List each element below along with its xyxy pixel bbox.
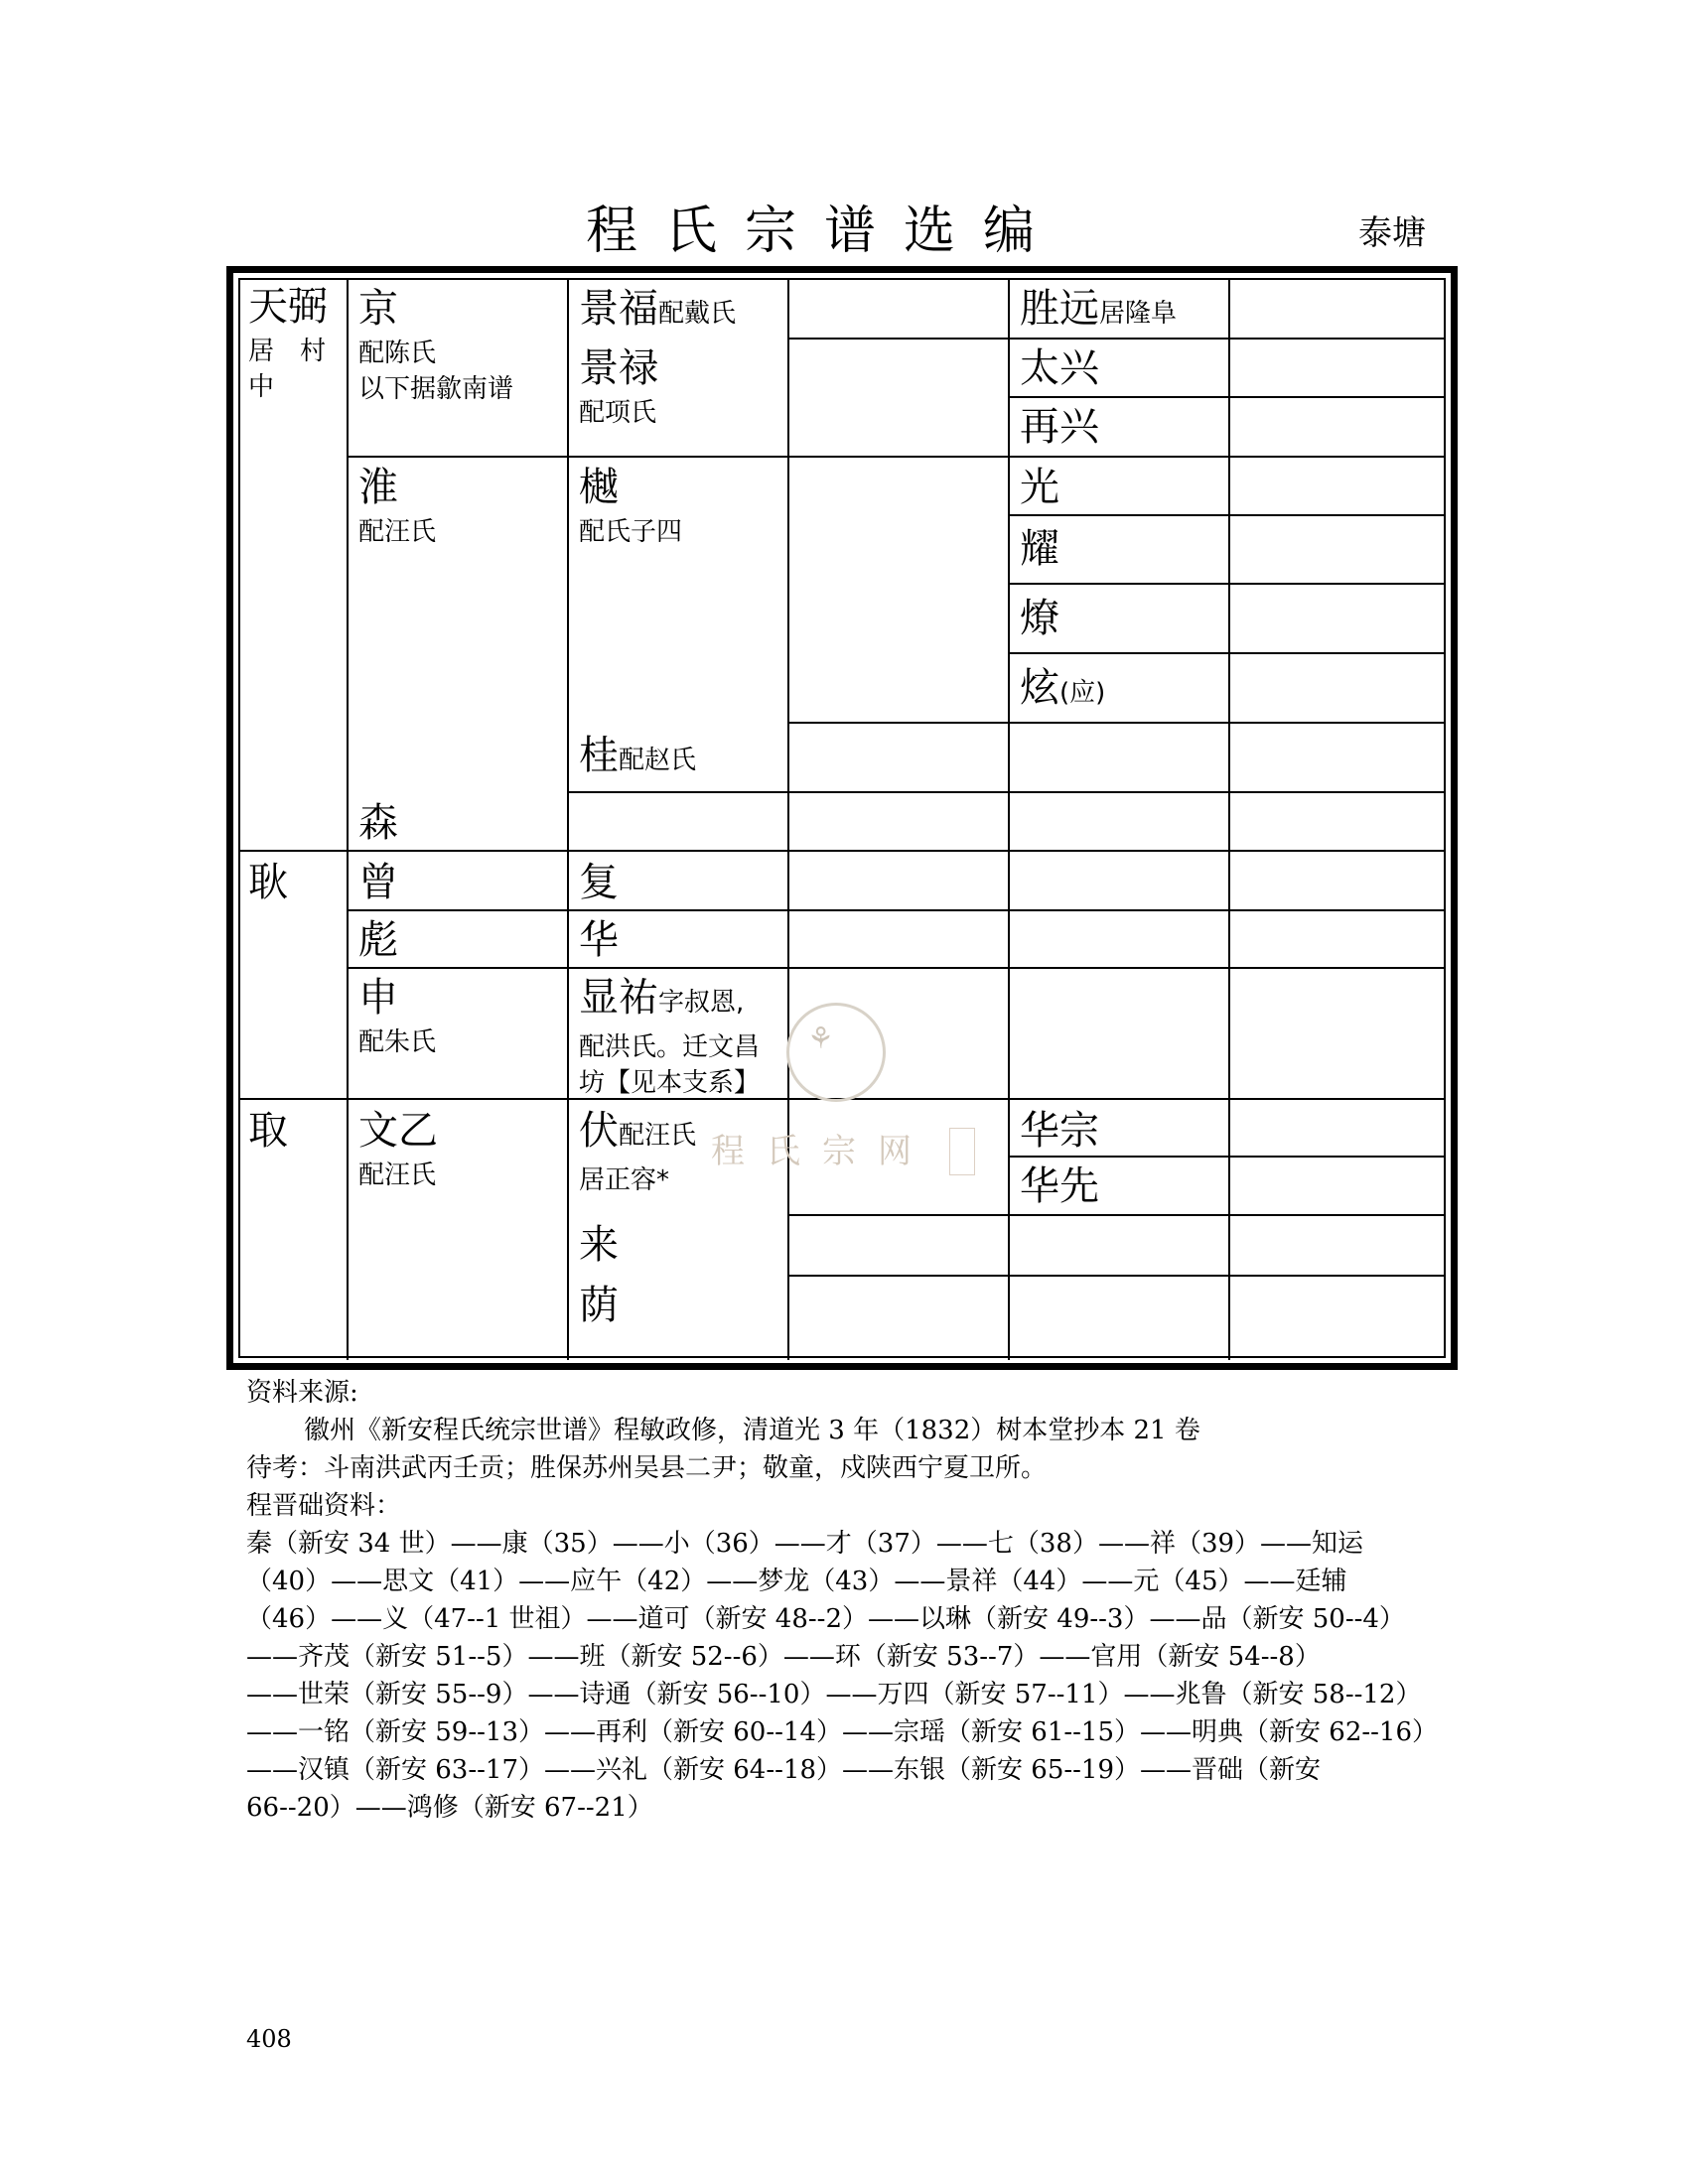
gen3-cell (579, 1218, 619, 1272)
seal-glyph: ⚘ (807, 1022, 834, 1056)
gen4-cell (1020, 1104, 1099, 1158)
gen3-note: 居正容* (579, 1165, 670, 1195)
gen1-cell (248, 856, 288, 909)
gen3-name: 桂 (579, 733, 619, 778)
grid-line (1008, 514, 1446, 516)
lineage-heading: 程晋础资料： (246, 1491, 402, 1521)
page-number: 408 (246, 2025, 292, 2053)
grid-line (1008, 396, 1446, 398)
gen1-note: 中 (248, 372, 275, 402)
gen2-cell (358, 856, 398, 909)
grid-line (347, 456, 1446, 458)
gen4-cell (1020, 461, 1059, 514)
lineage-line: （46）——义（47--1 世祖）——道可（新安 48--2）——以琳（新安 49--3）——品（新安 50--4） (246, 1604, 1405, 1634)
gen4-name: 燎 (1020, 596, 1059, 641)
grid-line (240, 850, 1446, 852)
gen3-cell (579, 856, 619, 909)
gen2-name: 彪 (358, 917, 398, 963)
gen3-cell (579, 282, 736, 341)
gen3-note: 配项氏 (579, 398, 657, 428)
gen3-cell (579, 461, 682, 550)
gen4-name: 太兴 (1020, 345, 1099, 391)
grid-line (787, 1214, 1446, 1216)
gen3-name: 复 (579, 860, 619, 905)
gen2-name: 淮 (358, 465, 398, 510)
gen4-name: 再兴 (1020, 404, 1099, 450)
gen4-cell (1020, 522, 1059, 576)
gen3-cell (579, 913, 619, 967)
gen4-name: 华先 (1020, 1163, 1099, 1209)
gen4-cell (1020, 282, 1177, 341)
grid-line (787, 722, 1446, 724)
lineage-line: （40）——思文（41）——应午（42）——梦龙（43）——景祥（44）——元（45）——廷辅 (246, 1567, 1347, 1596)
gen3-note: 配氏子四 (579, 517, 683, 547)
grid-line (347, 967, 1446, 969)
gen2-name: 森 (358, 800, 398, 846)
grid-line (787, 280, 789, 1360)
sources-line: 待考：斗南洪武丙壬贡；胜保苏州吴县二尹；敬童，戍陕西宁夏卫所。 (246, 1453, 1048, 1483)
gen4-cell (1020, 400, 1099, 454)
grid-line (347, 909, 1446, 911)
gen2-name: 曾 (358, 860, 398, 905)
gen3-name: 来 (579, 1222, 619, 1268)
gen1-name: 取 (248, 1108, 288, 1154)
gen4-name: 光 (1020, 465, 1059, 510)
gen2-cell (358, 1104, 438, 1193)
grid-line (787, 1275, 1446, 1277)
grid-line (1228, 280, 1230, 1360)
watermark-text: 程氏宗网 (711, 1132, 933, 1171)
gen1-note: 居 村 (248, 337, 327, 366)
lineage-line: 秦（新安 34 世）——康（35）——小（36）——才（37）——七（38）——祥（39）——知运 (246, 1529, 1364, 1559)
gen3-cell (579, 729, 696, 787)
sources-heading: 资料来源: (246, 1378, 358, 1408)
gen4-suffix: (应) (1059, 678, 1106, 708)
gen1-name: 耿 (248, 860, 288, 905)
gen4-suffix: 居隆阜 (1099, 299, 1178, 329)
gen3-name: 景福 (579, 286, 658, 332)
gen3-cell (579, 1104, 696, 1198)
gen3-suffix: 字叔恩, (658, 988, 745, 1018)
gen3-name: 荫 (579, 1283, 619, 1328)
gen3-suffix: 配赵氏 (619, 746, 697, 775)
gen3-name: 景禄 (579, 345, 658, 391)
gen3-name: 华 (579, 917, 619, 963)
gen4-name: 华宗 (1020, 1108, 1099, 1154)
grid-line (1008, 280, 1010, 1360)
lineage-line: ——汉镇（新安 63--17）——兴礼（新安 64--18）——东银（新安 65--19）——晋础（新安 (246, 1755, 1322, 1785)
gen4-name: 炫 (1020, 665, 1059, 711)
table-inner-frame (238, 278, 1446, 1358)
gen2-cell (358, 971, 436, 1060)
gen3-name: 显祐 (579, 975, 658, 1021)
gen1-name: 天弼 (248, 284, 328, 330)
branch-place: 泰塘 (1358, 213, 1426, 253)
gen2-name: 文乙 (358, 1108, 438, 1154)
gen3-name: 樾 (579, 465, 619, 510)
gen3-note: 坊【见本支系】 (579, 1068, 761, 1098)
gen2-note: 配汪氏 (358, 517, 437, 547)
gen4-cell (1020, 592, 1059, 645)
grid-line (1008, 583, 1446, 585)
gen4-cell (1020, 661, 1105, 720)
gen2-note: 配汪氏 (358, 1160, 437, 1190)
gen1-cell (248, 280, 328, 405)
grid-line (567, 280, 569, 1360)
gen3-suffix: 配戴氏 (658, 299, 737, 329)
gen3-cell (579, 1279, 619, 1332)
gen3-note: 配洪氏。迁文昌 (579, 1032, 761, 1062)
grid-line (347, 280, 349, 1360)
gen4-name: 耀 (1020, 526, 1059, 572)
lineage-line: ——齐茂（新安 51--5）——班（新安 52--6）——环（新安 53--7）——官用（新安 54--8） (246, 1642, 1321, 1672)
gen4-cell (1020, 1160, 1099, 1213)
gen2-cell (358, 913, 398, 967)
gen3-cell (579, 341, 658, 431)
grid-line (1008, 652, 1446, 654)
gen3-cell (579, 971, 760, 1101)
gen2-note: 以下据歙南谱 (358, 374, 514, 404)
gen1-cell (248, 1104, 288, 1158)
lineage-line: ——一铭（新安 59--13）——再利（新安 60--14）——宗瑶（新安 61--15）——明典（新安 62--16） (246, 1717, 1439, 1747)
gen2-cell (358, 796, 398, 850)
gen2-cell (358, 282, 513, 407)
grid-line (567, 791, 1446, 793)
gen3-name: 伏 (579, 1108, 619, 1154)
lineage-line: 66--20）——鸿修（新安 67--21） (246, 1793, 653, 1823)
page-title: 程氏宗谱选编 (586, 202, 1063, 261)
gen4-name: 胜远 (1020, 286, 1099, 332)
genealogy-table (226, 266, 1458, 1370)
gen2-name: 申 (358, 975, 398, 1021)
gen2-note: 配陈氏 (358, 339, 437, 368)
watermark-seal (949, 1128, 975, 1175)
gen3-suffix: 配汪氏 (619, 1121, 697, 1151)
gen4-cell (1020, 341, 1099, 395)
gen2-cell (358, 461, 436, 550)
gen2-name: 京 (358, 286, 398, 332)
lineage-line: ——世荣（新安 55--9）——诗通（新安 56--10）——万四（新安 57--11）——兆鲁（新安 58--12） (246, 1680, 1422, 1709)
sources-line: 徽州《新安程氏统宗世谱》程敏政修，清道光 3 年（1832）树本堂抄本 21 卷 (304, 1416, 1200, 1445)
watermark-stamp (786, 1003, 886, 1102)
gen2-note: 配朱氏 (358, 1027, 437, 1057)
